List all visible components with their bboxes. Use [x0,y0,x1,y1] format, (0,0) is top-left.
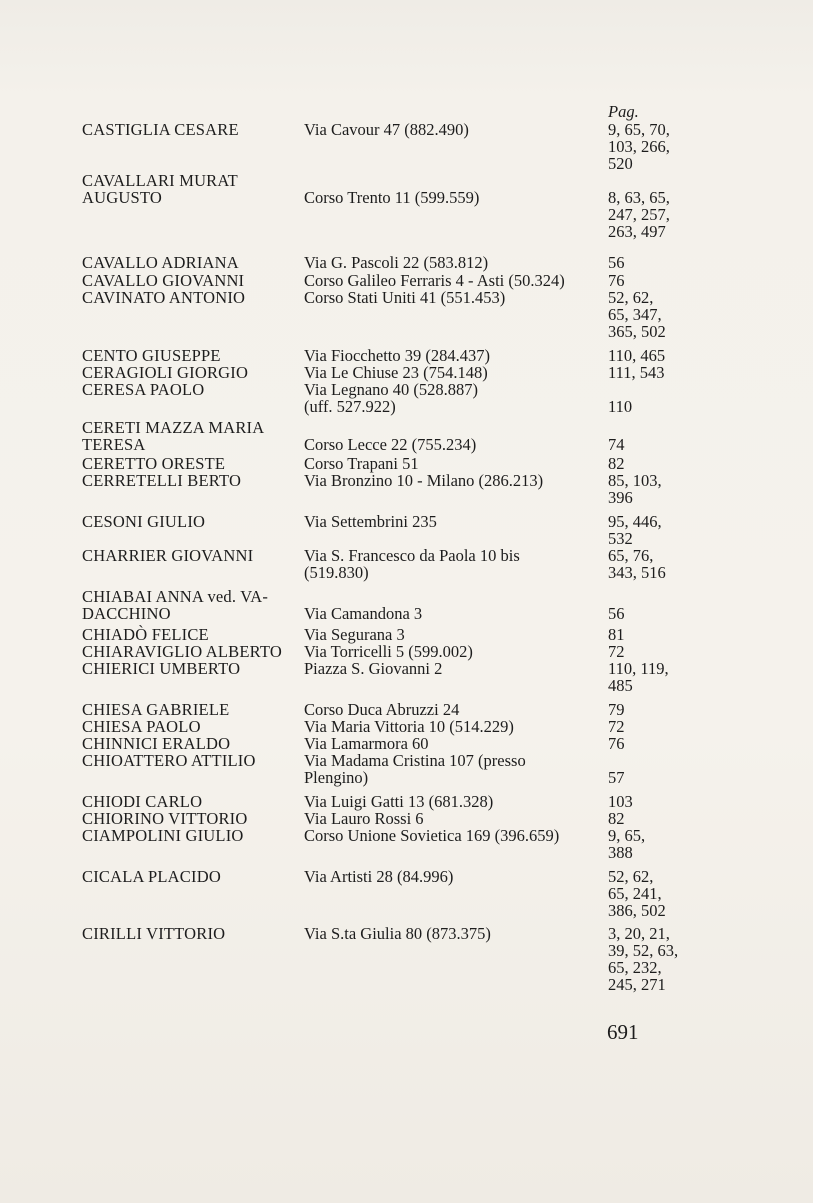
entry-address: Via Camandona 3 [304,604,423,623]
entry-pages: 9, 65, 70, 103, 266, 520 [608,120,670,173]
entry-pages: 82 [608,454,625,473]
entry-pages: 76 [608,734,625,753]
entry-name: CHIOATTERO ATTILIO [82,751,256,770]
entry-name: CHIESA GABRIELE [82,700,230,719]
entry-name: CHIADÒ FELICE [82,625,209,644]
entry-pages: 9, 65, 388 [608,826,646,862]
entry-address: Via Luigi Gatti 13 (681.328) [304,792,494,811]
pag-column-header: Pag. [608,102,639,121]
entry-name: CHIODI CARLO [82,792,203,811]
entry-pages: 85, 103, 396 [608,471,662,507]
entry-pages: 8, 63, 65, 247, 257, 263, 497 [608,188,670,241]
entry-name: CASTIGLIA CESARE [82,120,239,139]
entry-name: CHIORINO VITTORIO [82,809,248,828]
entry-name: CERETTO ORESTE [82,454,226,473]
entry-address: Corso Trapani 51 [304,454,419,473]
entry-name: CIAMPOLINI GIULIO [82,826,244,845]
entry-pages: 79 [608,700,625,719]
entry-pages: 110, 465 [608,346,666,365]
entry-address: Via Segurana 3 [304,625,405,644]
entry-address: Corso Lecce 22 (755.234) [304,435,477,454]
entry-address: Piazza S. Giovanni 2 [304,659,443,678]
entry-address: Corso Trento 11 (599.559) [304,188,480,207]
entry-name: CAVALLARI MURAT AUGUSTO [82,171,238,207]
entry-address: Via Torricelli 5 (599.002) [304,642,473,661]
entry-address: Corso Duca Abruzzi 24 [304,700,460,719]
entry-name: CENTO GIUSEPPE [82,346,221,365]
entry-name: CAVALLO GIOVANNI [82,271,245,290]
entry-name: CHIESA PAOLO [82,717,201,736]
entry-address: Via Fiocchetto 39 (284.437) [304,346,490,365]
page-number: 691 [607,1020,639,1044]
entry-address: Corso Unione Sovietica 169 (396.659) [304,826,560,845]
entry-pages: 76 [608,271,625,290]
entry-pages: 72 [608,717,625,736]
entry-name: CERAGIOLI GIORGIO [82,363,249,382]
entry-pages: 52, 62, 65, 241, 386, 502 [608,867,666,920]
entry-name: CHINNICI ERALDO [82,734,231,753]
entry-pages: 82 [608,809,625,828]
entry-name: CHIERICI UMBERTO [82,659,241,678]
entry-pages: 110 [608,397,633,416]
entry-address: Via Settembrini 235 [304,512,437,531]
entry-pages: 74 [608,435,625,454]
entry-pages: 52, 62, 65, 347, 365, 502 [608,288,666,341]
entry-pages: 56 [608,604,625,623]
entry-pages: 103 [608,792,633,811]
entry-address: Via Cavour 47 (882.490) [304,120,469,139]
entry-address: Via Lauro Rossi 6 [304,809,424,828]
entry-pages: 95, 446, 532 [608,512,662,548]
entry-address: Via S.ta Giulia 80 (873.375) [304,924,491,943]
entry-address: Via Legnano 40 (528.887) (uff. 527.922) [304,380,479,416]
entry-address: Corso Galileo Ferraris 4 - Asti (50.324) [304,271,565,290]
entry-name: CERESA PAOLO [82,380,205,399]
entry-pages: 111, 543 [608,363,665,382]
entry-name: CESONI GIULIO [82,512,206,531]
entry-name: CHIABAI ANNA ved. VA- DACCHINO [82,587,269,623]
entry-address: Via Maria Vittoria 10 (514.229) [304,717,514,736]
entry-address: Corso Stati Uniti 41 (551.453) [304,288,506,307]
entry-pages: 72 [608,642,625,661]
entry-address: Via Bronzino 10 - Milano (286.213) [304,471,544,490]
entry-pages: 110, 119, 485 [608,659,669,695]
entry-name: CHIARAVIGLIO ALBERTO [82,642,282,661]
entry-name: CHARRIER GIOVANNI [82,546,254,565]
entry-name: CAVALLO ADRIANA [82,253,239,272]
entry-name: CERETI MAZZA MARIA TERESA [82,418,265,454]
entry-name: CIRILLI VITTORIO [82,924,226,943]
entry-address: Via S. Francesco da Paola 10 bis (519.830) [304,546,520,582]
entry-name: CICALA PLACIDO [82,867,221,886]
entry-address: Via G. Pascoli 22 (583.812) [304,253,489,272]
entry-pages: 65, 76, 343, 516 [608,546,666,582]
entry-pages: 3, 20, 21, 39, 52, 63, 65, 232, 245, 271 [608,924,679,994]
entry-pages: 56 [608,253,625,272]
entry-address: Via Le Chiuse 23 (754.148) [304,363,488,382]
entry-pages: 81 [608,625,625,644]
entry-address: Via Lamarmora 60 [304,734,429,753]
entry-name: CAVINATO ANTONIO [82,288,246,307]
entry-address: Via Artisti 28 (84.996) [304,867,454,886]
entry-name: CERRETELLI BERTO [82,471,242,490]
entry-pages: 57 [608,768,625,787]
entry-address: Via Madama Cristina 107 (presso Plengino) [304,751,526,787]
